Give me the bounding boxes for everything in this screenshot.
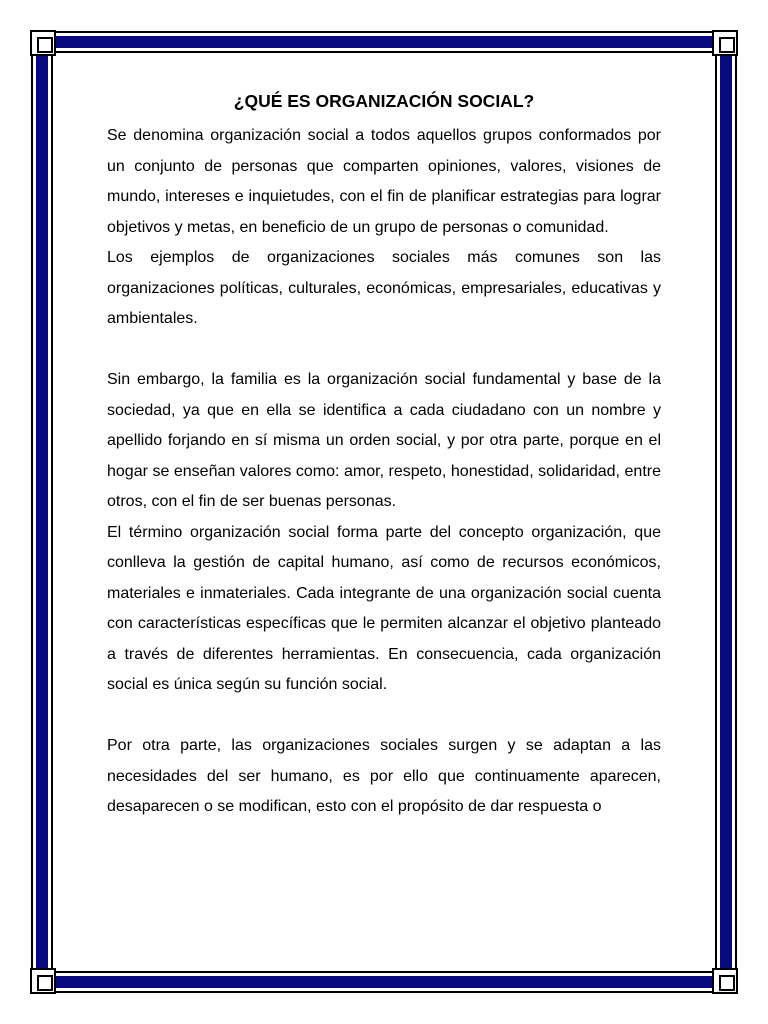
paragraph-adaptation: Por otra parte, las organizaciones sociales surgen y se adaptan a las necesidades del ser humano, es por ello que continuamente aparecen, desaparecen o se modifican, esto con el propósito de dar respuesta o xyxy=(107,737,661,815)
corner-ornament-bottom-left xyxy=(30,968,56,994)
paragraph-gap xyxy=(107,701,661,732)
paragraph-examples: Los ejemplos de organizaciones sociales más comunes son las organizaciones políticas, culturales, económicas, empresariales, educativas y ambientales. xyxy=(107,249,661,327)
document-title: ¿QUÉ ES ORGANIZACIÓN SOCIAL? xyxy=(233,91,535,111)
corner-ornament-bottom-right xyxy=(712,968,738,994)
paragraph-family: Sin embargo, la familia es la organización social fundamental y base de la sociedad, ya que en ella se identifica a cada ciudadano con un nombre y apellido forjando en sí misma un orden social, y por otra parte, porque en el hogar se enseñan valores como: amor, respeto, honestidad, solidaridad, entre otros, con el fin de ser buenas personas. xyxy=(107,371,661,510)
paragraph-gap xyxy=(107,335,661,366)
corner-ornament-top-left xyxy=(30,30,56,56)
paragraph-term: El término organización social forma parte del concepto organización, que conlleva la gestión de capital humano, así como de recursos económicos, materiales e inmateriales. Cada integrante de una organización social cuenta con características específicas que le permiten alcanzar el objetivo planteado a través de diferentes herramientas. En consecuencia, cada organización social es única según su función social. xyxy=(107,523,661,693)
corner-ornament-top-right xyxy=(712,30,738,56)
document-body xyxy=(107,88,661,823)
paragraph-definition: Se denomina organización social a todos aquellos grupos conformados por un conjunto de personas que comparten opiniones, valores, visiones de mundo, intereses e inquietudes, con el fin de planificar estrategias para lograr objetivos y metas, en beneficio de un grupo de personas o comunidad. xyxy=(107,127,661,236)
